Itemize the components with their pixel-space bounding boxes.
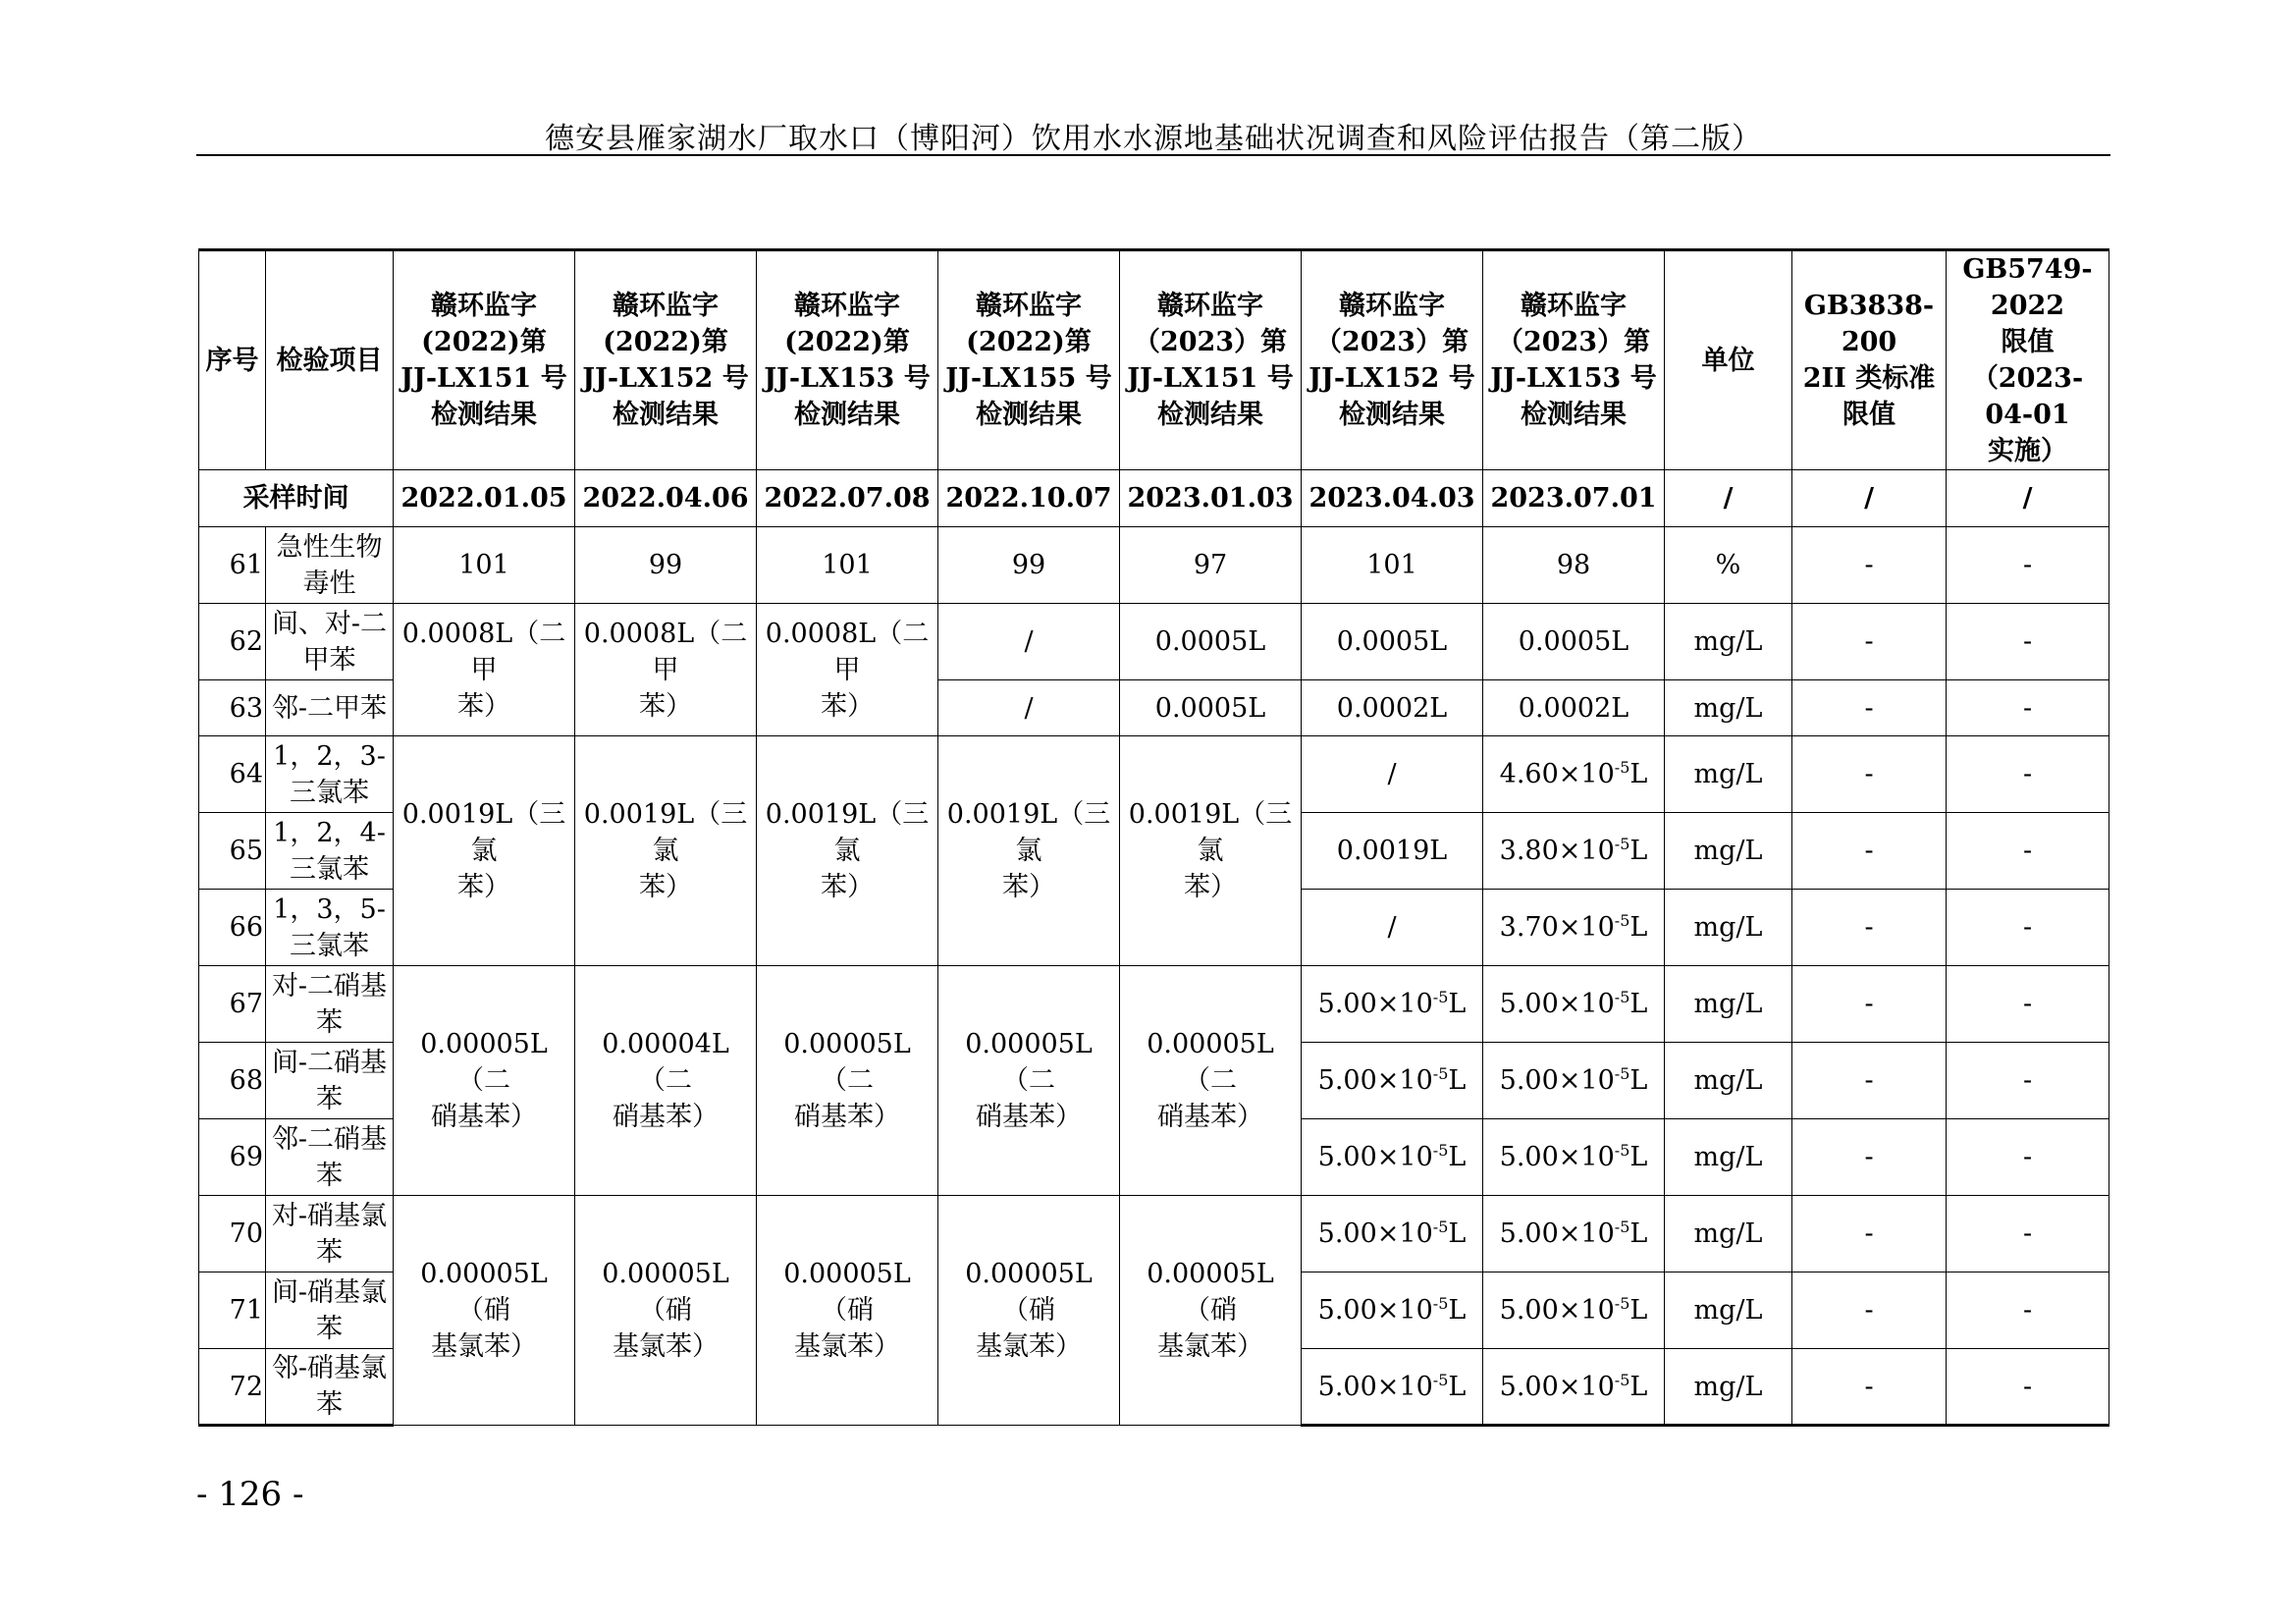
result-cell: $3.70\times 10^{-5}L$ [1483, 890, 1665, 966]
result-cell: / [938, 680, 1120, 736]
item-name: 间-硝基氯 苯 [266, 1272, 394, 1349]
col-report-7: 赣环监字 （2023）第 JJ-LX153 号 检测结果 [1483, 250, 1665, 470]
unit-cell: mg/L [1665, 1349, 1792, 1426]
std-cell: - [1792, 1349, 1947, 1426]
result-cell: 0.0002L [1302, 680, 1483, 736]
row-number: 64 [199, 736, 266, 813]
std-cell: - [1792, 966, 1947, 1043]
merged-result-trichlorobenzene: 0.0019L（三氯 苯） [757, 736, 938, 966]
merged-result-dinitrobenzene: 0.00005L（二 硝基苯） [938, 966, 1120, 1196]
std-cell: - [1792, 527, 1947, 604]
std-cell: - [1792, 680, 1947, 736]
item-name: 急性生物 毒性 [266, 527, 394, 604]
row-number: 66 [199, 890, 266, 966]
row-number: 69 [199, 1119, 266, 1196]
sampling-date: 2022.01.05 [394, 470, 575, 527]
merged-result-trichlorobenzene: 0.0019L（三氯 苯） [575, 736, 757, 966]
results-table [198, 248, 2109, 1427]
result-cell: $5.00\times 10^{-5}L$ [1483, 1272, 1665, 1349]
result-cell: $5.00\times 10^{-5}L$ [1483, 1349, 1665, 1426]
header-rule [196, 154, 2110, 156]
std-cell: - [1792, 736, 1947, 813]
result-cell: 0.0005L [1483, 604, 1665, 680]
result-cell: 99 [938, 527, 1120, 604]
result-cell: $5.00\times 10^{-5}L$ [1302, 966, 1483, 1043]
unit-cell: mg/L [1665, 736, 1792, 813]
merged-result-dinitrobenzene: 0.00005L（二 硝基苯） [1120, 966, 1302, 1196]
col-unit: 单位 [1665, 250, 1792, 470]
merged-result-xylene: 0.0008L（二甲 苯） [394, 604, 575, 736]
result-cell: 0.0005L [1120, 680, 1302, 736]
row-number: 67 [199, 966, 266, 1043]
merged-result-nitrochlorobenzene: 0.00005L（硝 基氯苯） [757, 1196, 938, 1426]
unit-cell: mg/L [1665, 604, 1792, 680]
result-cell: 101 [757, 527, 938, 604]
result-cell: / [1302, 736, 1483, 813]
running-header: 德安县雁家湖水厂取水口（博阳河）饮用水水源地基础状况调查和风险评估报告（第二版） [545, 122, 1762, 156]
sampling-std: / [1792, 470, 1947, 527]
result-cell: 101 [1302, 527, 1483, 604]
row-number: 63 [199, 680, 266, 736]
header-row [199, 250, 2109, 470]
result-cell: $5.00\times 10^{-5}L$ [1302, 1043, 1483, 1119]
merged-result-dinitrobenzene: 0.00005L（二 硝基苯） [394, 966, 575, 1196]
item-name: 对-硝基氯 苯 [266, 1196, 394, 1272]
std-cell: - [1792, 1272, 1947, 1349]
result-cell: 0.0019L [1302, 813, 1483, 890]
col-std-gb3838: GB3838-200 2II 类标准 限值 [1792, 250, 1947, 470]
row-number: 72 [199, 1349, 266, 1426]
result-cell: $5.00\times 10^{-5}L$ [1483, 1043, 1665, 1119]
result-cell: $5.00\times 10^{-5}L$ [1483, 1196, 1665, 1272]
std-cell: - [1947, 1272, 2109, 1349]
unit-cell: mg/L [1665, 1119, 1792, 1196]
item-name: 1，2，4- 三氯苯 [266, 813, 394, 890]
std-cell: - [1947, 1349, 2109, 1426]
row-number: 62 [199, 604, 266, 680]
merged-result-xylene: 0.0008L（二甲 苯） [575, 604, 757, 736]
col-report-4: 赣环监字 (2022)第 JJ-LX155 号 检测结果 [938, 250, 1120, 470]
sampling-row [199, 470, 2109, 527]
std-cell: - [1947, 680, 2109, 736]
merged-result-nitrochlorobenzene: 0.00005L（硝 基氯苯） [1120, 1196, 1302, 1426]
col-report-3: 赣环监字 (2022)第 JJ-LX153 号 检测结果 [757, 250, 938, 470]
result-cell: $5.00\times 10^{-5}L$ [1302, 1349, 1483, 1426]
table-row [199, 966, 2109, 1043]
result-cell: 0.0005L [1302, 604, 1483, 680]
sampling-date: 2022.04.06 [575, 470, 757, 527]
row-number: 71 [199, 1272, 266, 1349]
std-cell: - [1947, 890, 2109, 966]
item-name: 邻-硝基氯 苯 [266, 1349, 394, 1426]
sampling-date: 2022.10.07 [938, 470, 1120, 527]
std-cell: - [1947, 966, 2109, 1043]
col-seq: 序号 [199, 250, 266, 470]
std-cell: - [1792, 813, 1947, 890]
result-cell: / [938, 604, 1120, 680]
std-cell: - [1792, 1119, 1947, 1196]
item-name: 1，3，5- 三氯苯 [266, 890, 394, 966]
merged-result-trichlorobenzene: 0.0019L（三氯 苯） [938, 736, 1120, 966]
item-name: 1，2，3- 三氯苯 [266, 736, 394, 813]
row-number: 68 [199, 1043, 266, 1119]
item-name: 邻-二硝基 苯 [266, 1119, 394, 1196]
col-report-2: 赣环监字 (2022)第 JJ-LX152 号 检测结果 [575, 250, 757, 470]
sampling-label: 采样时间 [199, 470, 394, 527]
merged-result-nitrochlorobenzene: 0.00005L（硝 基氯苯） [575, 1196, 757, 1426]
merged-result-nitrochlorobenzene: 0.00005L（硝 基氯苯） [938, 1196, 1120, 1426]
unit-cell: mg/L [1665, 1043, 1792, 1119]
result-cell: 0.0005L [1120, 604, 1302, 680]
std-cell: - [1947, 604, 2109, 680]
row-number: 61 [199, 527, 266, 604]
std-cell: - [1792, 1196, 1947, 1272]
merged-result-dinitrobenzene: 0.00005L（二 硝基苯） [757, 966, 938, 1196]
col-item: 检验项目 [266, 250, 394, 470]
unit-cell: mg/L [1665, 813, 1792, 890]
table-row [199, 1196, 2109, 1272]
item-name: 间、对-二 甲苯 [266, 604, 394, 680]
unit-cell: mg/L [1665, 890, 1792, 966]
col-report-6: 赣环监字 （2023）第 JJ-LX152 号 检测结果 [1302, 250, 1483, 470]
result-cell: / [1302, 890, 1483, 966]
merged-result-dinitrobenzene: 0.00004L（二 硝基苯） [575, 966, 757, 1196]
col-std-gb5749: GB5749-2022 限值 （2023-04-01 实施） [1947, 250, 2109, 470]
table-row [199, 736, 2109, 813]
std-cell: - [1792, 1043, 1947, 1119]
std-cell: - [1947, 1043, 2109, 1119]
result-cell: 97 [1120, 527, 1302, 604]
result-cell: $5.00\times 10^{-5}L$ [1302, 1196, 1483, 1272]
merged-result-trichlorobenzene: 0.0019L（三氯 苯） [1120, 736, 1302, 966]
sampling-date: 2023.01.03 [1120, 470, 1302, 527]
merged-result-xylene: 0.0008L（二甲 苯） [757, 604, 938, 736]
std-cell: - [1947, 736, 2109, 813]
unit-cell: mg/L [1665, 1196, 1792, 1272]
col-report-5: 赣环监字 （2023）第 JJ-LX151 号 检测结果 [1120, 250, 1302, 470]
sampling-date: 2022.07.08 [757, 470, 938, 527]
unit-cell: mg/L [1665, 680, 1792, 736]
std-cell: - [1792, 604, 1947, 680]
item-name: 邻-二甲苯 [266, 680, 394, 736]
table-row [199, 604, 2109, 680]
unit-cell: mg/L [1665, 1272, 1792, 1349]
std-cell: - [1947, 813, 2109, 890]
std-cell: - [1792, 890, 1947, 966]
result-cell: 101 [394, 527, 575, 604]
table-row [199, 527, 2109, 604]
std-cell: - [1947, 527, 2109, 604]
unit-cell: % [1665, 527, 1792, 604]
sampling-date: 2023.07.01 [1483, 470, 1665, 527]
sampling-unit: / [1665, 470, 1792, 527]
result-cell: $4.60\times 10^{-5}L$ [1483, 736, 1665, 813]
item-name: 间-二硝基 苯 [266, 1043, 394, 1119]
item-name: 对-二硝基 苯 [266, 966, 394, 1043]
std-cell: - [1947, 1119, 2109, 1196]
result-cell: $5.00\times 10^{-5}L$ [1483, 966, 1665, 1043]
result-cell: $3.80\times 10^{-5}L$ [1483, 813, 1665, 890]
result-cell: $5.00\times 10^{-5}L$ [1483, 1119, 1665, 1196]
unit-cell: mg/L [1665, 966, 1792, 1043]
row-number: 70 [199, 1196, 266, 1272]
result-cell: 0.0002L [1483, 680, 1665, 736]
sampling-date: 2023.04.03 [1302, 470, 1483, 527]
row-number: 65 [199, 813, 266, 890]
std-cell: - [1947, 1196, 2109, 1272]
col-report-1: 赣环监字 (2022)第 JJ-LX151 号 检测结果 [394, 250, 575, 470]
page-number: - 126 - [196, 1475, 304, 1514]
merged-result-trichlorobenzene: 0.0019L（三氯 苯） [394, 736, 575, 966]
result-cell: 99 [575, 527, 757, 604]
result-cell: $5.00\times 10^{-5}L$ [1302, 1272, 1483, 1349]
result-cell: 98 [1483, 527, 1665, 604]
result-cell: $5.00\times 10^{-5}L$ [1302, 1119, 1483, 1196]
sampling-std: / [1947, 470, 2109, 527]
merged-result-nitrochlorobenzene: 0.00005L（硝 基氯苯） [394, 1196, 575, 1426]
